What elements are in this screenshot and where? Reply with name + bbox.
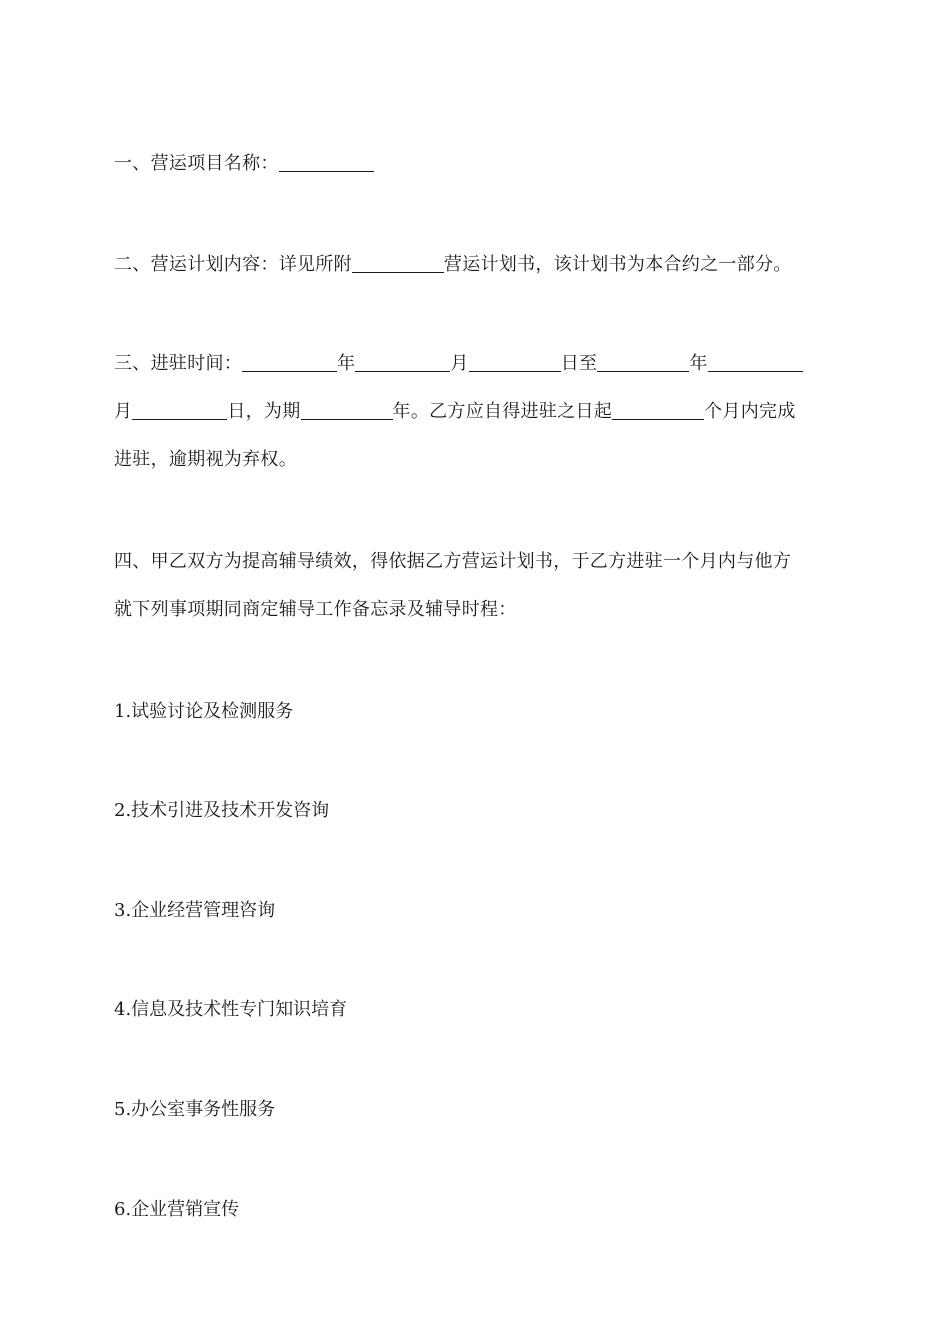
clause-text: 日，为期 <box>227 401 301 422</box>
clause-text: 营运计划书，该计划书为本合约之一部分。 <box>443 254 792 275</box>
clause-project-name <box>114 140 844 188</box>
clause-line: 就下列事项期同商定辅导工作备忘录及辅导时程： <box>114 599 517 620</box>
clause-line: 进驻，逾期视为弃权。 <box>114 449 297 470</box>
list-item: 3.企业经营管理咨询 <box>114 900 276 921</box>
list-item: 5.办公室事务性服务 <box>114 1099 276 1120</box>
clause-text: 年 <box>337 353 356 374</box>
clause-line <box>114 388 844 436</box>
fill-blank-months[interactable] <box>612 399 704 420</box>
fill-blank-end-month[interactable] <box>708 351 803 372</box>
list-item: 1.试验讨论及检测服务 <box>114 701 294 722</box>
clause-line <box>114 241 844 289</box>
fill-blank-plan-name[interactable] <box>352 252 444 273</box>
clause-text: 二、营运计划内容：详见所附 <box>114 254 352 275</box>
fill-blank-start-month[interactable] <box>355 351 450 372</box>
clause-label: 一、营运项目名称： <box>114 153 279 174</box>
clause-line <box>114 340 844 388</box>
fill-blank-project-name[interactable] <box>279 151 374 172</box>
clause-line <box>114 140 844 188</box>
clause-text: 月 <box>114 401 133 422</box>
fill-blank-start-day[interactable] <box>469 351 561 372</box>
fill-blank-start-year[interactable] <box>242 351 337 372</box>
clause-plan-content <box>114 241 844 289</box>
clause-text: 月 <box>450 353 469 374</box>
list-item: 6.企业营销宣传 <box>114 1199 240 1220</box>
clause-text: 年 <box>689 353 708 374</box>
clause-line: 四、甲乙双方为提高辅导绩效，得依据乙方营运计划书，于乙方进驻一个月内与他方 <box>114 551 792 572</box>
clause-move-in-time <box>114 340 844 484</box>
list-item: 2.技术引进及技术开发咨询 <box>114 800 330 821</box>
fill-blank-end-year[interactable] <box>597 351 689 372</box>
clause-text: 个月内完成 <box>704 401 796 422</box>
fill-blank-period-years[interactable] <box>301 399 393 420</box>
clause-text: 三、进驻时间： <box>114 353 243 374</box>
fill-blank-end-day[interactable] <box>132 399 227 420</box>
clause-text: 年。乙方应自得进驻之日起 <box>392 401 613 422</box>
clause-counseling <box>114 538 844 634</box>
list-item: 4.信息及技术性专门知识培育 <box>114 999 348 1020</box>
clause-text: 日至 <box>560 353 598 374</box>
